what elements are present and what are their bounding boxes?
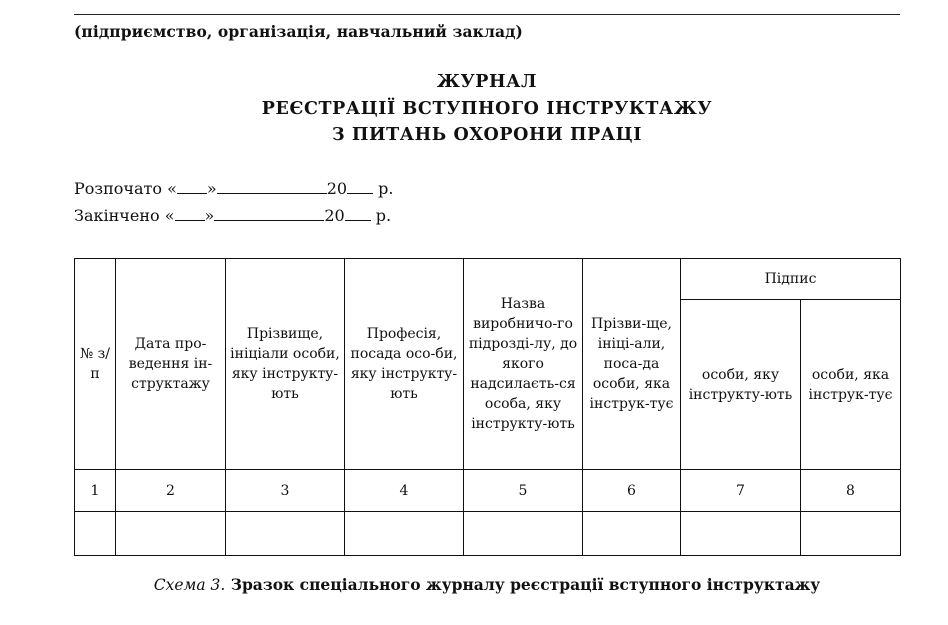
column-number: 6 [583,470,681,512]
journal-title-line-2: РЕЄСТРАЦІЇ ВСТУПНОГО ІНСТРУКТАЖУ [261,99,713,119]
end-year-blank[interactable] [345,205,371,221]
column-number: 7 [681,470,801,512]
caption-label: Схема 3. [153,576,226,594]
end-month-blank[interactable] [214,205,324,221]
figure-caption [74,575,900,594]
column-number: 5 [464,470,583,512]
header-signature-trainee: особи, яку інструкту-ють [681,300,801,470]
start-date-line [74,178,393,198]
organization-placeholder: (підприємство, організація, навчальний заклад) [74,22,523,41]
start-date-label: Розпочато « [74,179,177,198]
header-signature-instructor: особи, яка інструк-тує [801,300,901,470]
column-number: 8 [801,470,901,512]
header-profession: Професія, посада осо-би, яку інструкту-ють [345,259,464,470]
end-quote-close: » [204,206,215,225]
start-year-blank[interactable] [347,178,373,194]
empty-cell [464,512,583,556]
start-year-suffix: р. [378,179,394,198]
empty-cell [801,512,901,556]
empty-cell [345,512,464,556]
end-century: 20 [324,206,345,225]
start-century: 20 [326,179,348,198]
empty-cell [75,512,116,556]
column-number: 3 [226,470,345,512]
header-date: Дата про-ведення ін-структажу [116,259,226,470]
header-signature-group: Підпис [681,259,901,300]
empty-cell [583,512,681,556]
organization-underline [74,14,900,15]
header-number: № з/п [75,259,116,470]
column-number: 1 [75,470,116,512]
start-quote-close: » [206,179,217,198]
empty-cell [226,512,345,556]
column-number: 4 [345,470,464,512]
end-day-blank[interactable] [175,205,205,221]
end-date-label: Закінчено « [74,206,175,225]
header-instructor: Прізви-ще, ініці-али, поса-да особи, яка інструк-тує [583,259,681,470]
journal-table [74,258,901,556]
journal-title-line-1: ЖУРНАЛ [436,72,538,92]
end-date-line [74,205,391,225]
header-trainee-name: Прізвище, ініціали особи, яку інструкту-ють [226,259,345,470]
column-number: 2 [116,470,226,512]
empty-cell [681,512,801,556]
caption-text: Зразок спеціального журналу реєстрації вступного інструктажу [230,575,821,594]
header-department: Назва виробничо-го підрозді-лу, до якого надсилаєть-ся особа, яку інструкту-ють [464,259,583,470]
journal-title-line-3: З ПИТАНЬ ОХОРОНИ ПРАЦІ [332,125,642,145]
start-month-blank[interactable] [217,178,327,194]
end-year-suffix: р. [375,206,392,225]
empty-cell [116,512,226,556]
start-day-blank[interactable] [177,178,207,194]
